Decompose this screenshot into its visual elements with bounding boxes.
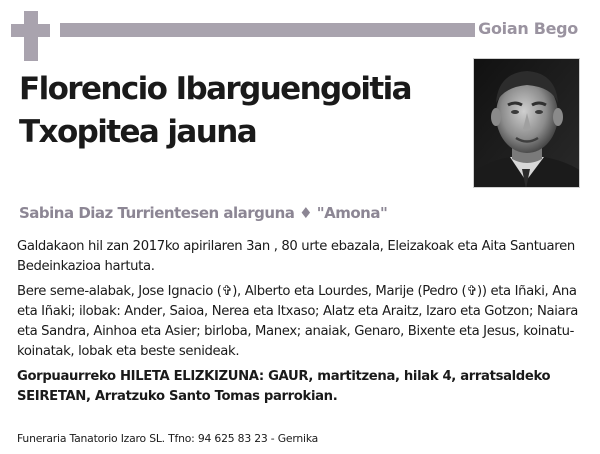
funeral-home-footer: Funeraria Tanatorio Izaro SL. Tfno: 94 625 83 23 - Gernika bbox=[17, 432, 319, 445]
death-paragraph: Galdakaon hil zan 2017ko apirilaren 3an , 80 urte ebazala, Eleizakoak eta Aita Santuaren Bedeinkazioa hartuta. bbox=[17, 239, 575, 275]
cross-icon-horizontal bbox=[11, 24, 50, 37]
deceased-name-line2: Txopitea jauna bbox=[19, 114, 257, 150]
relationship-subtitle: Sabina Diaz Turrientesen alarguna ♦ "Amona" bbox=[19, 204, 388, 222]
header-rule bbox=[60, 23, 475, 37]
announcement-body bbox=[17, 237, 587, 407]
portrait-image bbox=[474, 59, 580, 188]
deceased-name bbox=[19, 68, 459, 154]
portrait-photo bbox=[473, 58, 580, 188]
header-location: Goian Bego bbox=[478, 19, 578, 38]
funeral-paragraph: Gorpuaurreko HILETA ELIZKIZUNA: GAUR, martitzena, hilak 4, arratsaldeko SEIRETAN, Arratzuko Santo Tomas parrokian. bbox=[17, 368, 551, 405]
deceased-name-line1: Florencio Ibarguengoitia bbox=[19, 71, 411, 107]
family-paragraph: Bere seme-alabak, Jose Ignacio (✞), Alberto eta Lourdes, Marije (Pedro (✞)) eta Iñaki, Ana eta Iñaki; ilobak: Ander, Saioa, Nerea eta Itxaso; Alatz eta Araitz, Izaro eta Gotzon; Naiara eta Sandra, Ainhoa eta Asier; birloba, Manex; anaiak, Genaro, Bixente eta Jesus, koinatu-koinatak, lobak eta beste senideak. bbox=[17, 283, 579, 360]
